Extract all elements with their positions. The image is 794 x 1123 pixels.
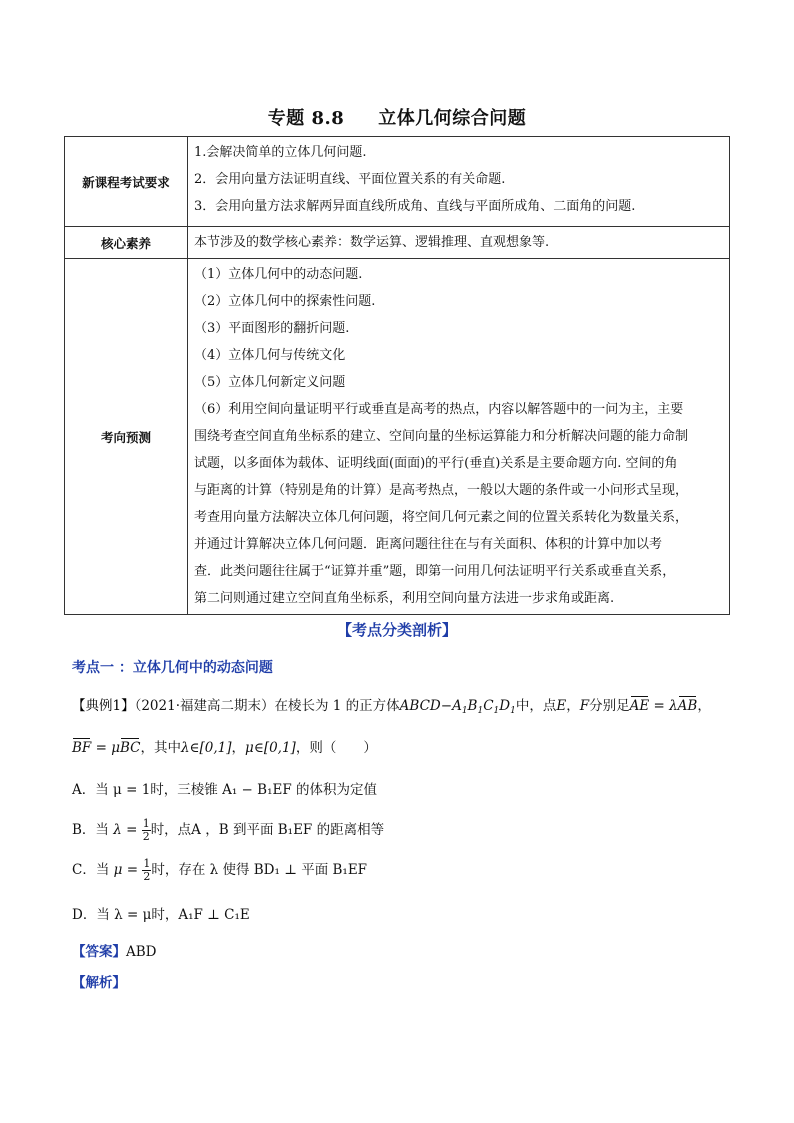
cube-dash: − bbox=[440, 698, 453, 714]
forecast-line: （4）立体几何与传统文化 bbox=[194, 348, 346, 363]
vector-ab: AB bbox=[677, 698, 698, 714]
lambda-symbol: λ = bbox=[113, 822, 138, 838]
mu-symbol: μ = bbox=[113, 862, 139, 878]
point-f: F bbox=[579, 698, 590, 714]
example-line-2 bbox=[72, 736, 377, 756]
analysis-line bbox=[72, 971, 126, 991]
vector-bf: BF bbox=[72, 740, 92, 756]
forecast-paragraph-line: 与距离的计算（特别是角的计算）是高考热点，一般以大题的条件或一小问形式呈现， bbox=[194, 483, 689, 498]
option-c-text: 时，存在 λ 使得 BD₁ ⊥ 平面 B₁EF bbox=[151, 862, 368, 878]
row-content bbox=[188, 259, 730, 615]
forecast-paragraph-line: 并通过计算解决立体几何问题．距离问题往往在与有关面积、体积的计算中加以考 bbox=[194, 537, 663, 552]
table-row bbox=[65, 137, 730, 227]
forecast-line: （3）平面图形的翻折问题. bbox=[194, 321, 350, 336]
table-row bbox=[65, 259, 730, 615]
answer-value: ABD bbox=[126, 944, 157, 960]
topic-number: 专题 8.8 bbox=[267, 108, 345, 129]
option-a: A．当 μ = 1时，三棱锥 A₁ − B₁EF 的体积为定值 bbox=[72, 782, 377, 798]
option-b-prefix: B．当 bbox=[72, 822, 109, 838]
forecast-paragraph-line: 查．此类问题往往属于“证算并重”题，即第一问用几何法证明平行关系或垂直关系， bbox=[194, 564, 676, 579]
fraction-numerator: 1 bbox=[142, 817, 150, 830]
vector-bc: BC bbox=[119, 740, 141, 756]
requirement-line: 2．会用向量方法证明直线、平面位置关系的有关命题. bbox=[194, 172, 506, 187]
lambda-range: λ∈[0,1] bbox=[180, 740, 232, 756]
option-b-text: 时，点A ，B 到平面 B₁EF 的距离相等 bbox=[150, 822, 385, 838]
fraction-half bbox=[142, 818, 151, 843]
topic-name: 立体几何综合问题 bbox=[378, 108, 527, 129]
option-c-prefix: C．当 bbox=[72, 862, 110, 878]
forecast-paragraph-line: 围绕考查空间直角坐标系的建立、空间向量的坐标运算能力和分析解决问题的能力命制 bbox=[194, 429, 689, 444]
stem-text: ， bbox=[566, 698, 580, 714]
forecast-line: （2）立体几何中的探索性问题. bbox=[194, 294, 376, 309]
literacy-line: 本节涉及的数学核心素养：数学运算、逻辑推理、直观想象等. bbox=[194, 235, 550, 250]
option-c bbox=[72, 858, 367, 883]
fraction-denominator: 2 bbox=[142, 830, 150, 843]
analysis-label: 【解析】 bbox=[72, 975, 126, 991]
example-source: （2021·福建高二期末） bbox=[134, 698, 275, 714]
option-d: D．当 λ = μ时，A₁F ⊥ C₁E bbox=[72, 907, 250, 923]
stem-text: ，则（ ） bbox=[295, 740, 377, 756]
row-label: 新课程考试要求 bbox=[65, 137, 188, 227]
requirement-line: 1.会解决简单的立体几何问题. bbox=[194, 145, 367, 160]
cube-name: $ABCD-A_1B_1C_1D_1$ bbox=[399, 698, 516, 716]
stem-text: 中，点 bbox=[515, 698, 557, 714]
point-e: E bbox=[556, 698, 567, 714]
forecast-paragraph-line: 考查用向量方法解决立体几何问题，将空间几何元素之间的位置关系转化为数量关系， bbox=[194, 510, 689, 525]
row-content bbox=[188, 227, 730, 259]
row-label: 考向预测 bbox=[65, 259, 188, 615]
forecast-paragraph-line: 第二问则通过建立空间直角坐标系，利用空间向量方法进一步求角或距离. bbox=[194, 591, 615, 606]
forecast-paragraph-line: （6）利用空间向量证明平行或垂直是高考的热点，内容以解答题中的一问为主，主要 bbox=[194, 402, 684, 417]
equals-lambda: = λ bbox=[649, 698, 678, 714]
example-tag: 【典例1】 bbox=[72, 698, 135, 714]
fraction-half bbox=[142, 858, 151, 883]
table-row bbox=[65, 227, 730, 259]
fraction-denominator: 2 bbox=[143, 870, 151, 883]
kaodian-heading: 考点一 ：立体几何中的动态问题 bbox=[72, 660, 273, 676]
forecast-line: （1）立体几何中的动态问题. bbox=[194, 267, 363, 282]
requirement-line: 3．会用向量方法求解两异面直线所成角、直线与平面所成角、二面角的问题. bbox=[194, 199, 636, 214]
forecast-line: （5）立体几何新定义问题 bbox=[194, 375, 346, 390]
forecast-paragraph-line: 试题，以多面体为载体、证明线面(面面)的平行(垂直)关系是主要命题方向. 空间的角 bbox=[194, 456, 678, 471]
option-b bbox=[72, 818, 384, 843]
cube-label: ABCD bbox=[399, 698, 441, 714]
answer-line bbox=[72, 940, 157, 960]
stem-text: 分别足 bbox=[589, 698, 630, 714]
page-title bbox=[0, 104, 794, 130]
section-heading: 【考点分类剖析】 bbox=[336, 621, 457, 639]
stem-text: 在棱长为 1 的正方体 bbox=[274, 698, 400, 714]
example-line-1: 【典例1】（2021·福建高二期末）在棱长为 1 的正方体$ABCD-A_1B_1C_1D_1$中，点E，F分别足AE = λAB， bbox=[72, 698, 711, 716]
fraction-numerator: 1 bbox=[143, 857, 151, 870]
row-content bbox=[188, 137, 730, 227]
row-label: 核心素养 bbox=[65, 227, 188, 259]
vector-ae: AE bbox=[629, 698, 650, 714]
equals-mu: = μ bbox=[91, 740, 120, 756]
requirements-table bbox=[64, 136, 730, 615]
mu-range: μ∈[0,1] bbox=[245, 740, 296, 756]
stem-text: ， bbox=[231, 740, 246, 756]
answer-label: 【答案】 bbox=[72, 944, 126, 960]
stem-text: ，其中 bbox=[140, 740, 181, 756]
